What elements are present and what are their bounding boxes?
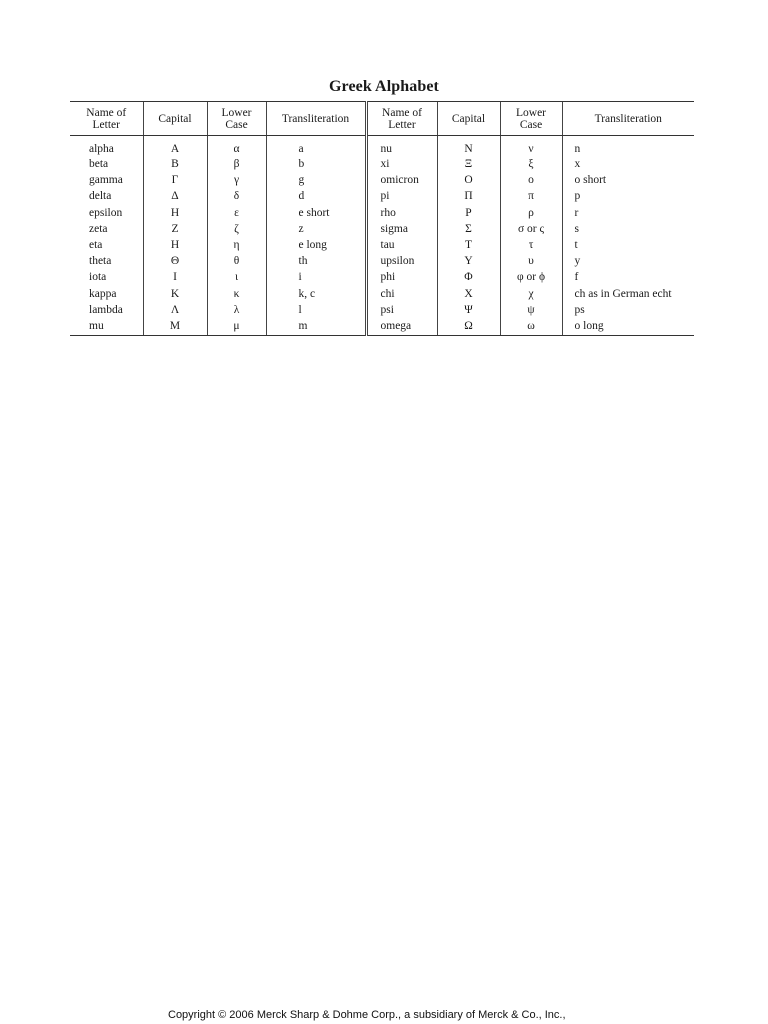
table-row xyxy=(70,136,694,158)
transliteration-cell: x xyxy=(562,157,694,173)
capital-letter-cell: Θ xyxy=(143,254,207,270)
transliteration-cell: e long xyxy=(266,238,366,254)
lowercase-letter-cell: σ or ς xyxy=(500,222,562,238)
transliteration-cell: d xyxy=(266,189,366,205)
letter-name-cell: sigma xyxy=(366,222,437,238)
letter-name-cell: theta xyxy=(89,255,112,268)
letter-name-cell: eta xyxy=(89,238,103,251)
table-row xyxy=(70,319,694,336)
lowercase-letter-cell: χ xyxy=(500,287,562,303)
transliteration-cell: f xyxy=(562,270,694,286)
table-row xyxy=(70,222,694,238)
header-name-of-letter xyxy=(366,102,437,136)
letter-name-cell: delta xyxy=(89,190,112,203)
capital-letter-cell: Ι xyxy=(143,270,207,286)
header-transliteration: Transliteration xyxy=(266,102,366,136)
lowercase-letter-cell: ν xyxy=(500,136,562,158)
transliteration-cell: e short xyxy=(266,206,366,222)
capital-letter-cell: Μ xyxy=(143,319,207,336)
letter-name-cell: epsilon xyxy=(89,206,123,219)
lowercase-letter-cell: ι xyxy=(207,270,266,286)
capital-letter-cell: Α xyxy=(143,136,207,158)
letter-name-cell: kappa xyxy=(89,287,117,300)
lowercase-letter-cell: μ xyxy=(207,319,266,336)
header-text: Letter xyxy=(388,118,416,131)
lowercase-letter-cell: π xyxy=(500,189,562,205)
transliteration-cell: i xyxy=(266,270,366,286)
letter-name-cell: pi xyxy=(366,189,437,205)
lowercase-letter-cell: τ xyxy=(500,238,562,254)
letter-name-cell: xi xyxy=(366,157,437,173)
transliteration-cell: g xyxy=(266,173,366,189)
letter-name-cell: phi xyxy=(366,270,437,286)
letter-name-cell: chi xyxy=(366,287,437,303)
capital-letter-cell: Ρ xyxy=(437,206,500,222)
header-lower-case xyxy=(207,102,266,136)
transliteration-cell: o short xyxy=(562,173,694,189)
transliteration-cell: n xyxy=(562,136,694,158)
letter-name-cell: nu xyxy=(366,136,437,158)
lowercase-letter-cell: ψ xyxy=(500,303,562,319)
capital-letter-cell: Τ xyxy=(437,238,500,254)
capital-letter-cell: Γ xyxy=(143,173,207,189)
transliteration-cell: k, c xyxy=(266,287,366,303)
letter-name-cell: omicron xyxy=(366,173,437,189)
lowercase-letter-cell: ζ xyxy=(207,222,266,238)
header-text: Case xyxy=(225,118,248,131)
transliteration-cell: s xyxy=(562,222,694,238)
table-row xyxy=(70,287,694,303)
transliteration-cell: ps xyxy=(562,303,694,319)
header-text: Name of xyxy=(382,106,422,119)
lowercase-letter-cell: φ or ϕ xyxy=(500,270,562,286)
capital-letter-cell: Η xyxy=(143,238,207,254)
capital-letter-cell: Υ xyxy=(437,254,500,270)
letter-name-cell: alpha xyxy=(89,143,114,155)
capital-letter-cell: Ξ xyxy=(437,157,500,173)
lowercase-letter-cell: ε xyxy=(207,206,266,222)
table-row xyxy=(70,303,694,319)
capital-letter-cell: Ν xyxy=(437,136,500,158)
letter-name-cell: psi xyxy=(366,303,437,319)
lowercase-letter-cell: γ xyxy=(207,173,266,189)
lowercase-letter-cell: κ xyxy=(207,287,266,303)
transliteration-cell: l xyxy=(266,303,366,319)
header-transliteration: Transliteration xyxy=(562,102,694,136)
header-capital: Capital xyxy=(437,102,500,136)
transliteration-cell: ch as in German echt xyxy=(562,287,694,303)
greek-alphabet-table xyxy=(70,101,694,336)
header-capital: Capital xyxy=(143,102,207,136)
capital-letter-cell: Ο xyxy=(437,173,500,189)
table-row xyxy=(70,173,694,189)
transliteration-cell: m xyxy=(266,319,366,336)
table-row xyxy=(70,238,694,254)
table-row xyxy=(70,270,694,286)
letter-name-cell: gamma xyxy=(89,174,123,187)
capital-letter-cell: Β xyxy=(143,157,207,173)
capital-letter-cell: Π xyxy=(437,189,500,205)
header-text: Lower xyxy=(515,106,546,119)
transliteration-cell: y xyxy=(562,254,694,270)
header-text: Case xyxy=(519,118,543,131)
table-header-row xyxy=(70,102,694,136)
letter-name-cell: zeta xyxy=(89,222,108,235)
table-row xyxy=(70,189,694,205)
header-name-of-letter xyxy=(70,102,143,136)
capital-letter-cell: Ω xyxy=(437,319,500,336)
lowercase-letter-cell: ρ xyxy=(500,206,562,222)
transliteration-cell: z xyxy=(266,222,366,238)
transliteration-cell: r xyxy=(562,206,694,222)
transliteration-cell: p xyxy=(562,189,694,205)
letter-name-cell: iota xyxy=(89,271,107,284)
table-row xyxy=(70,254,694,270)
transliteration-cell: a xyxy=(266,136,366,158)
letter-name-cell: omega xyxy=(366,319,437,336)
capital-letter-cell: Κ xyxy=(143,287,207,303)
letter-name-cell: lambda xyxy=(89,303,123,316)
copyright-footer: Copyright © 2006 Merck Sharp & Dohme Corp., a subsidiary of Merck & Co., Inc., xyxy=(168,1009,566,1021)
transliteration-cell: t xyxy=(562,238,694,254)
transliteration-cell: b xyxy=(266,157,366,173)
lowercase-letter-cell: β xyxy=(207,157,266,173)
lowercase-letter-cell: ξ xyxy=(500,157,562,173)
letter-name-cell: mu xyxy=(70,319,143,336)
lowercase-letter-cell: ω xyxy=(500,319,562,336)
table-row xyxy=(70,206,694,222)
capital-letter-cell: Λ xyxy=(143,303,207,319)
capital-letter-cell: Η xyxy=(143,206,207,222)
lowercase-letter-cell: λ xyxy=(207,303,266,319)
header-text: Lower xyxy=(221,106,252,119)
lowercase-letter-cell: ο xyxy=(500,173,562,189)
transliteration-cell: th xyxy=(266,254,366,270)
letter-name-cell: tau xyxy=(366,238,437,254)
letter-name-cell: beta xyxy=(89,158,109,170)
header-lower-case xyxy=(500,102,562,136)
header-text: Name of xyxy=(86,106,127,119)
page-title: Greek Alphabet xyxy=(328,78,439,95)
lowercase-letter-cell: θ xyxy=(207,254,266,270)
capital-letter-cell: Σ xyxy=(437,222,500,238)
lowercase-letter-cell: η xyxy=(207,238,266,254)
capital-letter-cell: Ψ xyxy=(437,303,500,319)
capital-letter-cell: Ζ xyxy=(143,222,207,238)
lowercase-letter-cell: δ xyxy=(207,189,266,205)
letter-name-cell: rho xyxy=(366,206,437,222)
table-body xyxy=(70,136,694,336)
table-row xyxy=(70,157,694,173)
transliteration-cell: o long xyxy=(562,319,694,336)
capital-letter-cell: Χ xyxy=(437,287,500,303)
lowercase-letter-cell: υ xyxy=(500,254,562,270)
header-text: Letter xyxy=(92,118,120,131)
letter-name-cell: upsilon xyxy=(366,254,437,270)
capital-letter-cell: Φ xyxy=(437,270,500,286)
lowercase-letter-cell: α xyxy=(207,136,266,158)
capital-letter-cell: Δ xyxy=(143,189,207,205)
